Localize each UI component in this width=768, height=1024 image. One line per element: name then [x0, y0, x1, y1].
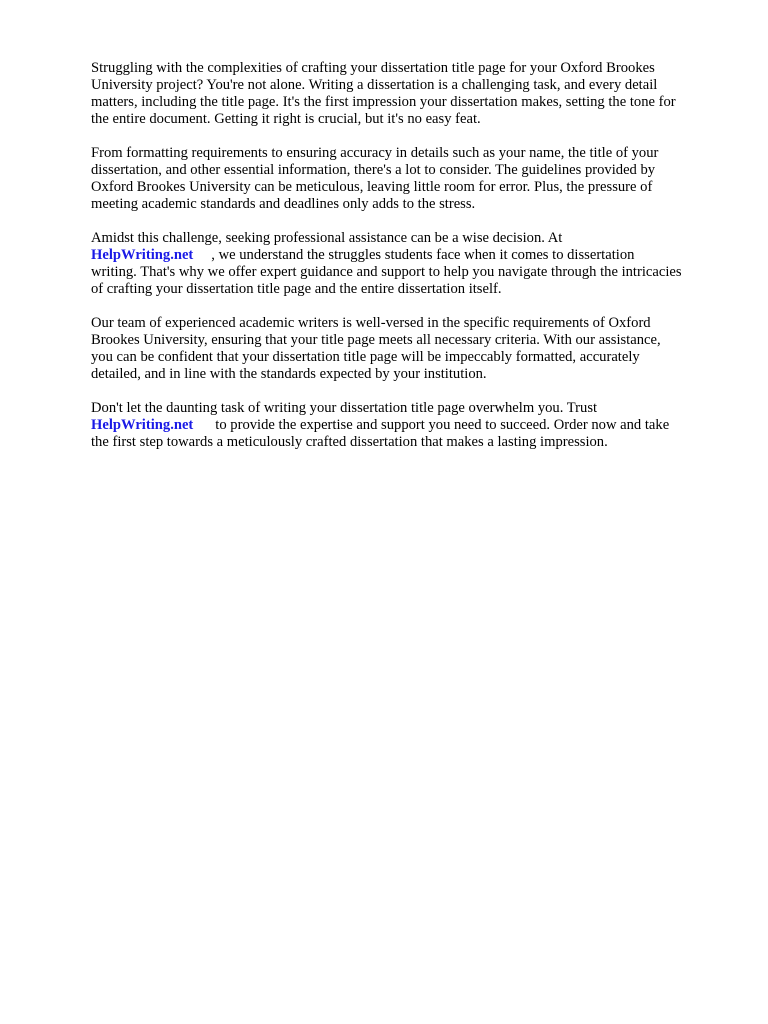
text-line: Don't let the daunting task of writing your dissertation title page overwhelm you. Trust — [91, 400, 598, 416]
text-line: of crafting your dissertation title page and the entire dissertation itself. — [91, 281, 502, 297]
text-line: Struggling with the complexities of crafting your dissertation title page for your Oxford Brookes — [91, 60, 655, 76]
text-line: you can be confident that your dissertation title page will be impeccably formatted, accurately — [91, 349, 640, 365]
paragraph-requirements — [91, 145, 731, 213]
text-line: meeting academic standards and deadlines only adds to the stress. — [91, 196, 476, 212]
text-line: detailed, and in line with the standards expected by your institution. — [91, 366, 487, 382]
paragraph-intro — [91, 60, 731, 128]
text-line: Oxford Brookes University can be meticulous, leaving little room for error. Plus, the pressure of — [91, 179, 653, 195]
text-line: the entire document. Getting it right is crucial, but it's no easy feat. — [91, 111, 481, 127]
text-line: writing. That's why we offer expert guidance and support to help you navigate through the intricacies — [91, 264, 682, 280]
text-after-link: , we understand the struggles students face when it comes to dissertation — [211, 247, 635, 263]
text-line: dissertation, and other essential information, there's a lot to consider. The guidelines provided by — [91, 162, 656, 178]
paragraph-assistance — [91, 230, 731, 298]
text-line: University project? You're not alone. Writing a dissertation is a challenging task, and every detail — [91, 77, 658, 93]
text-line: Brookes University, ensuring that your title page meets all necessary criteria. With our assistance, — [91, 332, 661, 348]
text-line: the first step towards a meticulously crafted dissertation that makes a lasting impression. — [91, 434, 608, 450]
text-line: Our team of experienced academic writers is well-versed in the specific requirements of Oxford — [91, 315, 651, 331]
document-body — [91, 60, 731, 468]
text-line — [91, 417, 731, 434]
paragraph-call-to-action — [91, 400, 731, 451]
text-line: Amidst this challenge, seeking professional assistance can be a wise decision. At — [91, 230, 563, 246]
paragraph-team — [91, 315, 731, 383]
text-line: matters, including the title page. It's the first impression your dissertation makes, setting the tone for — [91, 94, 676, 110]
text-after-link: to provide the expertise and support you need to succeed. Order now and take — [215, 417, 670, 433]
text-line: From formatting requirements to ensuring accuracy in details such as your name, the title of your — [91, 145, 659, 161]
helpwriting-link[interactable]: HelpWriting.net — [91, 417, 194, 433]
helpwriting-link[interactable]: HelpWriting.net — [91, 247, 194, 263]
text-line — [91, 247, 731, 264]
